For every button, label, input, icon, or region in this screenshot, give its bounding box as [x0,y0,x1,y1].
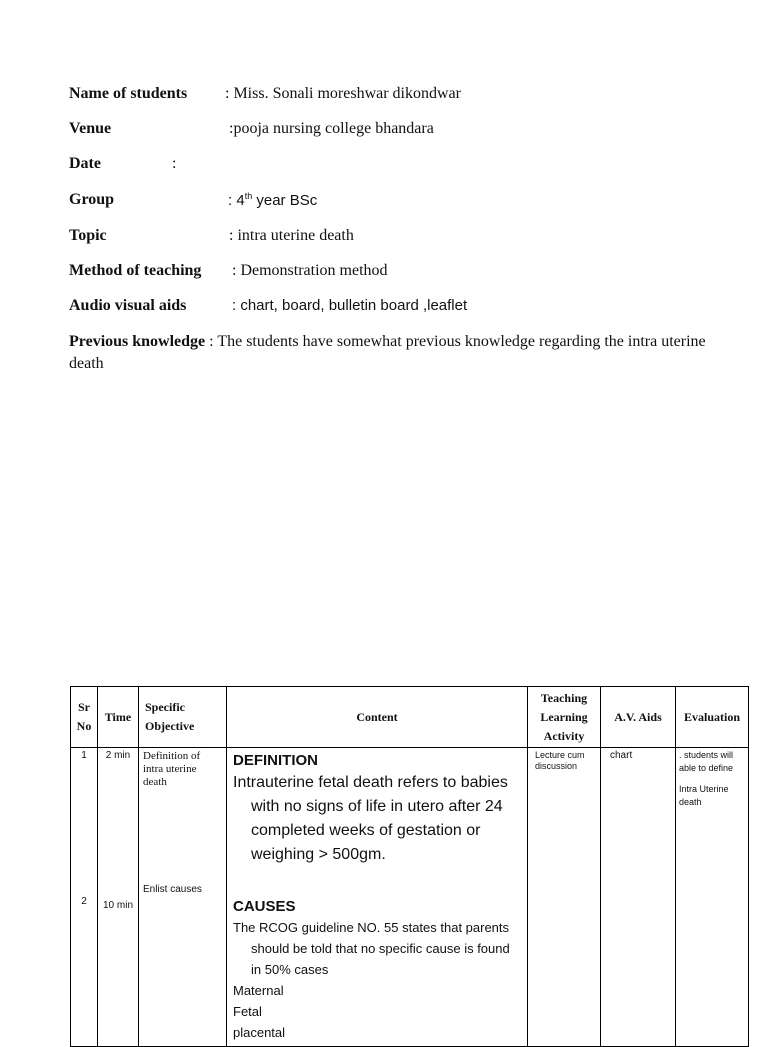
evaluation-spacer [679,775,745,783]
causes-text: The RCOG guideline NO. 55 states that parents should be told that no specific cause is found in 50% cases [233,920,510,977]
cause-item-maternal: Maternal [233,983,284,998]
method-label: Method of teaching [69,262,202,279]
table-header-row [71,687,749,748]
method-value: : Demonstration method [232,262,388,279]
previous-knowledge-value: : The students have somewhat previous knowledge regarding the intra uterine death [69,333,706,372]
causes-heading: CAUSES [233,898,296,915]
row1-activity: Lecture cum discussion [535,750,585,771]
date-value: : [172,155,177,172]
name-label: Name of students [69,85,188,102]
row1-sr: 1 [81,750,87,761]
header-evaluation: Evaluation [676,687,749,748]
row-objective-cell [139,748,227,1047]
row-time-cell [98,748,139,1047]
header-time: Time [98,687,139,748]
definition-text: Intrauterine fetal death refers to babies with no signs of life in utero after 24 completed weeks of gestation or weighing > 500gm. [233,774,508,863]
name-value: : Miss. Sonali moreshwar dikondwar [225,85,461,102]
row2-objective: Enlist causes [143,884,202,895]
content-spacer [233,867,521,897]
group-value-sup: th [244,191,253,201]
header-teaching-learning-activity: Teaching Learning Activity [528,687,601,748]
venue-label: Venue [69,120,112,137]
cause-item-placental: placental [233,1025,286,1040]
cause-item-fetal: Fetal [233,1004,262,1019]
date-label: Date [69,155,101,172]
row-evaluation-cell [676,748,749,1047]
header-specific-objective: Specific Objective [139,687,227,748]
topic-value: : intra uterine death [229,227,354,244]
row1-evaluation-1: . students will able to define [679,750,734,773]
group-value [228,191,317,209]
header-content: Content [227,687,528,748]
header-av-aids: A.V. Aids [601,687,676,748]
lesson-plan-table [70,686,749,1047]
row2-sr: 2 [81,896,87,907]
table-row [71,748,749,1047]
row-sr-cell [71,748,98,1047]
av-aids-value: : chart, board, bulletin board ,leaflet [232,297,468,314]
venue-value: :pooja nursing college bhandara [229,120,434,137]
row2-time: 10 min [102,900,133,911]
group-label: Group [69,191,115,208]
row1-objective: Definition of intra uterine death [143,750,201,788]
definition-heading: DEFINITION [233,752,318,769]
row1-evaluation-2: Intra Uterine death [679,784,729,807]
info-row-previous-knowledge [69,331,709,375]
row-content-cell [227,748,528,1047]
row-aids-cell [601,748,676,1047]
row1-aids: chart [610,750,633,761]
topic-label: Topic [69,227,107,244]
row1-time: 2 min [105,750,131,761]
group-value-suffix: year BSc [252,192,318,209]
row-activity-cell [528,748,601,1047]
header-sr-no: Sr No [71,687,98,748]
av-aids-label: Audio visual aids [69,297,187,314]
previous-knowledge-label: Previous knowledge [69,333,206,350]
group-value-prefix: : 4 [228,192,245,209]
